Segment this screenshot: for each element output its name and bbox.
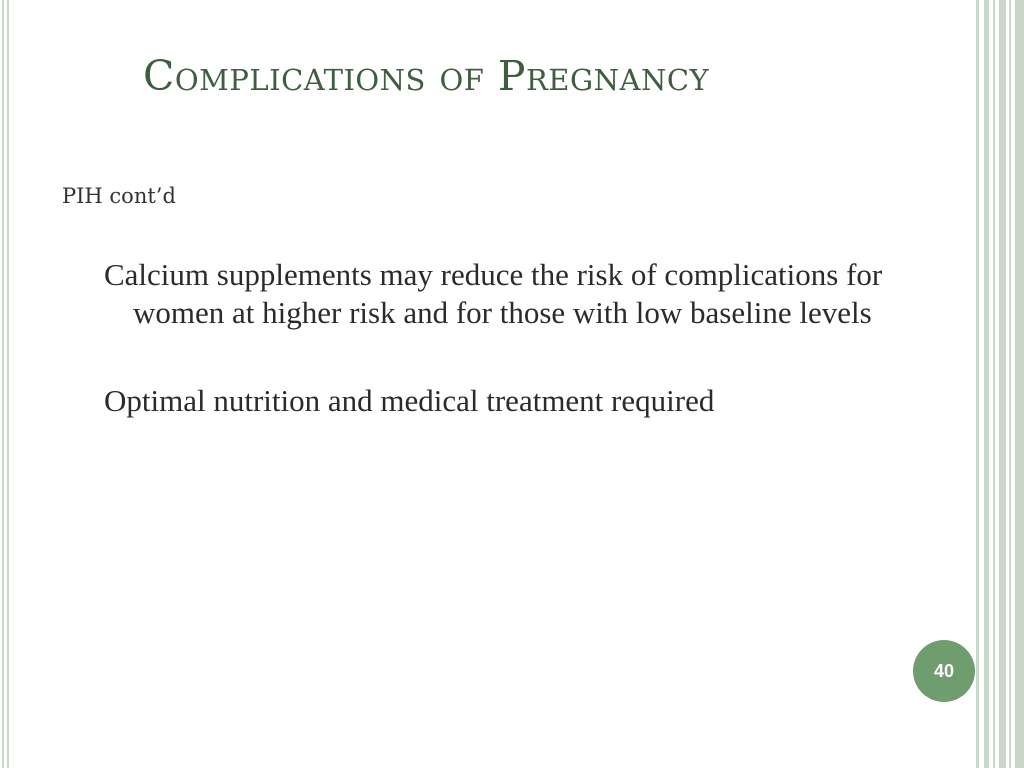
stripe (976, 0, 979, 768)
left-border-line (7, 0, 9, 768)
bullet-item: Optimal nutrition and medical treatment required (104, 383, 715, 418)
stripe (993, 0, 995, 768)
page-number-badge (913, 640, 975, 702)
bullet-list (104, 256, 894, 470)
stripe (1015, 0, 1024, 768)
right-decorative-stripes (976, 0, 1024, 768)
slide-subheading: PIH cont’d (62, 184, 176, 208)
page-number: 40 (933, 660, 955, 681)
stripe (984, 0, 989, 768)
stripe (1009, 0, 1011, 768)
slide-title: Complications of Pregnancy (143, 52, 710, 100)
left-border-line (2, 0, 4, 768)
bullet-item: Calcium supplements may reduce the risk of complications for women at higher risk and for those with low baseline levels (104, 257, 883, 330)
stripe (999, 0, 1006, 768)
